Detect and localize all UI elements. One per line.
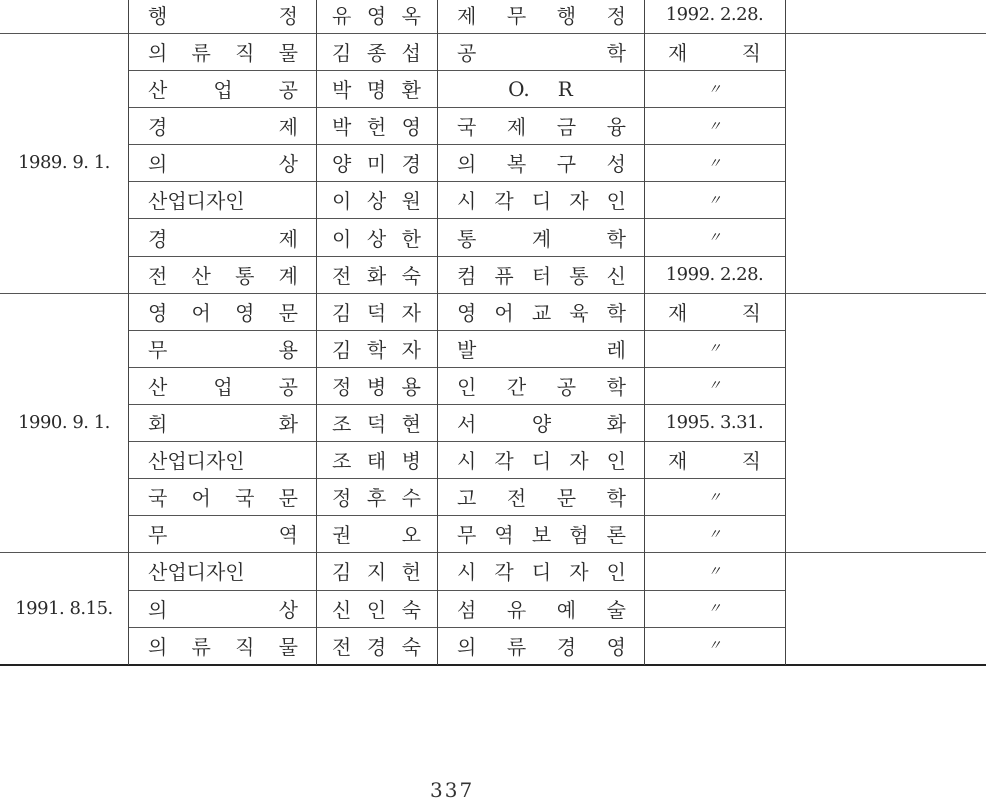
department-cell — [128, 441, 316, 478]
group-date: 1991. 8.15. — [15, 597, 113, 619]
status-cell: 1995. 3.31. — [665, 412, 764, 433]
name-char: 오 — [401, 523, 421, 548]
department-cell-char: 산업디자인 — [148, 189, 245, 214]
name-cell — [316, 552, 437, 589]
field-cell-char: 정 — [606, 4, 626, 28]
name-char: 원 — [401, 189, 421, 214]
name-char: 김 — [332, 300, 352, 325]
department-cell-char: 어 — [191, 486, 211, 511]
field-cell-char: 디 — [531, 560, 552, 585]
department-cell — [128, 144, 316, 181]
field-cell-char: 육 — [569, 300, 589, 325]
status-cell — [644, 33, 785, 70]
name-char: 정 — [332, 486, 352, 511]
field-cell — [437, 33, 644, 70]
department-cell — [128, 367, 316, 404]
field-cell — [437, 70, 644, 107]
field-cell — [437, 219, 644, 256]
name-char: 후 — [366, 486, 387, 511]
group-date: 1990. 9. 1. — [18, 412, 110, 434]
name-cell — [316, 330, 437, 367]
name-char: 전 — [332, 263, 352, 288]
field-cell-char: 국 — [457, 115, 477, 140]
department-cell — [128, 33, 316, 70]
status-cell: 〃 — [707, 489, 722, 506]
name-char: 수 — [401, 486, 421, 511]
status-cell: 〃 — [707, 118, 722, 135]
name-cell — [316, 181, 437, 218]
field-cell-char: 의 — [457, 152, 477, 177]
name-char: 자 — [401, 300, 421, 325]
field-cell-char: 서 — [457, 412, 477, 436]
name-cell — [316, 441, 437, 478]
group-divider — [0, 664, 986, 666]
field-cell-char: 융 — [606, 115, 626, 140]
field-cell — [437, 107, 644, 144]
department-cell — [128, 70, 316, 107]
name-char: 상 — [366, 189, 387, 214]
name-char: 미 — [366, 152, 387, 177]
department-cell-char: 전 — [148, 263, 168, 288]
field-cell-char: 통 — [569, 263, 589, 288]
field-cell-char: 학 — [606, 41, 626, 65]
department-cell-char: 제 — [278, 226, 298, 251]
field-cell — [437, 404, 644, 441]
department-cell-char: 국 — [148, 486, 168, 511]
name-cell — [316, 590, 437, 627]
field-cell — [437, 441, 644, 478]
name-cell — [316, 293, 437, 330]
department-cell — [128, 181, 316, 218]
department-cell-char: 산업디자인 — [148, 560, 245, 585]
department-cell-char: 제 — [278, 115, 298, 140]
status-cell — [644, 441, 785, 478]
field-cell-char: 시 — [457, 560, 477, 585]
name-char: 태 — [366, 449, 387, 474]
field-cell-char: 공 — [556, 374, 577, 399]
field-cell-char: 경 — [556, 634, 577, 659]
name-char: 영 — [366, 4, 387, 28]
field-cell-char: 고 — [457, 486, 477, 511]
name-char: 환 — [401, 78, 421, 103]
name-char: 신 — [332, 597, 352, 622]
name-char: 권 — [332, 523, 352, 548]
name-char: 김 — [332, 560, 352, 585]
department-cell-char: 통 — [235, 263, 255, 288]
status-cell: 〃 — [707, 638, 722, 655]
name-char: 숙 — [401, 634, 421, 659]
department-cell — [128, 590, 316, 627]
name-char: 이 — [332, 189, 352, 214]
field-cell-char: 각 — [494, 560, 514, 585]
field-cell-char: 디 — [531, 449, 552, 474]
name-cell — [316, 144, 437, 181]
field-cell-char: 통 — [457, 226, 477, 251]
department-cell-char: 직 — [235, 634, 255, 659]
department-cell-char: 상 — [278, 597, 298, 622]
department-cell-char: 의 — [148, 634, 168, 659]
name-char: 김 — [332, 337, 352, 362]
status-cell: 〃 — [707, 601, 722, 617]
department-cell-char: 무 — [148, 523, 168, 548]
name-char: 이 — [332, 226, 352, 251]
department-cell-char: 물 — [278, 634, 298, 659]
name-char: 전 — [332, 634, 352, 659]
department-cell — [128, 552, 316, 589]
department-cell-char: 화 — [278, 412, 298, 436]
field-cell — [437, 293, 644, 330]
field-cell-char: 자 — [569, 449, 589, 474]
department-cell-char: 무 — [148, 337, 168, 362]
name-char: 헌 — [401, 560, 421, 585]
name-cell — [316, 219, 437, 256]
field-cell-char: 보 — [531, 523, 552, 548]
name-cell — [316, 70, 437, 107]
department-cell — [128, 0, 316, 33]
field-cell-char: 섬 — [457, 597, 477, 622]
field-cell-char: 인 — [606, 189, 626, 214]
field-cell-char: 제 — [506, 115, 527, 140]
department-cell — [128, 219, 316, 256]
name-char: 지 — [366, 560, 387, 585]
department-cell-char: 역 — [278, 523, 298, 548]
field-cell-char: 예 — [556, 597, 577, 622]
name-char: 자 — [401, 337, 421, 362]
department-cell-char: 의 — [148, 41, 168, 65]
page-number: 337 — [430, 778, 475, 802]
field-cell — [437, 627, 644, 664]
field-cell-char: 제 — [457, 4, 477, 28]
status-cell: 〃 — [707, 192, 722, 209]
status-char: 재 — [668, 300, 688, 325]
department-cell — [128, 478, 316, 515]
field-cell-char: 전 — [506, 486, 527, 511]
department-cell-char: 공 — [278, 374, 298, 399]
field-cell-char: 문 — [556, 486, 577, 511]
field-cell-char: 퓨 — [494, 263, 514, 288]
department-cell-char: 정 — [278, 4, 298, 28]
field-cell-char: 행 — [556, 4, 577, 28]
field-cell — [437, 181, 644, 218]
status-cell: 〃 — [707, 378, 722, 395]
field-cell-char: 어 — [494, 300, 514, 325]
department-cell-char: 직 — [235, 41, 255, 65]
name-char: 덕 — [366, 412, 387, 436]
status-char: 직 — [741, 300, 761, 325]
field-cell-char: 학 — [606, 226, 626, 251]
department-cell — [128, 256, 316, 293]
name-cell — [316, 404, 437, 441]
department-cell-char: 영 — [148, 300, 168, 325]
field-cell-char: 시 — [457, 449, 477, 474]
name-char: 현 — [401, 412, 421, 436]
department-cell-char: 산 — [191, 263, 211, 288]
field-cell-char: 각 — [494, 449, 514, 474]
name-char: 인 — [366, 597, 387, 622]
group-date: 1989. 9. 1. — [18, 152, 110, 174]
department-cell-char: 국 — [235, 486, 255, 511]
department-cell-char: 의 — [148, 597, 168, 622]
department-cell-char: 업 — [213, 374, 233, 399]
status-cell: 〃 — [707, 230, 722, 246]
field-cell-char: 구 — [556, 152, 577, 177]
name-char: 조 — [332, 412, 352, 436]
name-char: 영 — [401, 115, 421, 140]
department-cell-char: 공 — [278, 78, 298, 103]
field-cell-char: 교 — [531, 300, 552, 325]
status-char: 직 — [741, 449, 761, 474]
field-cell-char: 간 — [506, 374, 527, 399]
department-cell-char: 행 — [148, 4, 168, 28]
field-cell-char: 인 — [606, 449, 626, 474]
field-cell-char: 학 — [606, 300, 626, 325]
field-cell-char: 신 — [606, 263, 626, 288]
name-char: 조 — [332, 449, 352, 474]
department-cell-char: 문 — [278, 486, 298, 511]
name-char: 옥 — [401, 4, 421, 28]
column-divider — [316, 0, 317, 665]
field-cell-char: 류 — [506, 634, 527, 659]
department-cell — [128, 293, 316, 330]
field-cell-char: 무 — [457, 523, 477, 548]
field-cell-char: 자 — [569, 560, 589, 585]
name-char: 경 — [401, 152, 421, 177]
department-cell-char: 류 — [191, 41, 211, 65]
name-char: 경 — [366, 634, 387, 659]
name-char: 숙 — [401, 263, 421, 288]
field-cell-char: R — [557, 76, 573, 101]
department-cell — [128, 404, 316, 441]
field-cell-char: 인 — [457, 374, 477, 399]
name-char: 김 — [332, 41, 352, 65]
name-char: 화 — [366, 263, 387, 288]
status-cell — [644, 293, 785, 330]
status-cell: 〃 — [707, 81, 722, 98]
status-cell: 1999. 2.28. — [665, 263, 764, 285]
field-cell-char: 계 — [531, 226, 552, 251]
status-cell: 〃 — [707, 155, 722, 172]
field-cell-char: 디 — [531, 189, 552, 214]
name-char: 학 — [366, 337, 387, 362]
status-char: 직 — [741, 41, 761, 65]
status-cell: 〃 — [707, 341, 722, 358]
department-cell — [128, 515, 316, 552]
field-cell-char: 인 — [606, 560, 626, 585]
column-divider — [437, 0, 438, 665]
department-cell-char: 어 — [191, 300, 211, 325]
department-cell-char: 회 — [148, 412, 168, 436]
field-cell-char: 론 — [606, 523, 626, 548]
field-cell-char: 컴 — [457, 263, 477, 288]
name-char: 유 — [332, 4, 352, 28]
name-char: 병 — [366, 374, 387, 399]
status-cell: 〃 — [707, 526, 722, 543]
field-cell-char: 레 — [606, 337, 626, 362]
name-cell — [316, 627, 437, 664]
name-char: 정 — [332, 374, 352, 399]
field-cell-char: 학 — [606, 486, 626, 511]
department-cell-char: 문 — [278, 300, 298, 325]
department-cell-char: 산업디자인 — [148, 449, 245, 474]
column-divider — [644, 0, 645, 665]
field-cell-char: 자 — [569, 189, 589, 214]
name-char: 용 — [401, 374, 421, 399]
field-cell-char: 의 — [457, 634, 477, 659]
department-cell-char: 산 — [148, 374, 168, 399]
field-cell — [437, 144, 644, 181]
field-cell-char: 영 — [457, 300, 477, 325]
column-divider — [128, 0, 129, 665]
field-cell-char: 영 — [606, 634, 626, 659]
department-cell-char: 계 — [278, 263, 298, 288]
field-cell-char: 험 — [569, 523, 589, 548]
name-cell — [316, 515, 437, 552]
field-cell-char: 금 — [556, 115, 577, 140]
field-cell-char: 시 — [457, 189, 477, 214]
name-char: 헌 — [366, 115, 387, 140]
department-cell-char: 용 — [278, 337, 298, 362]
department-cell — [128, 330, 316, 367]
name-char: 상 — [366, 226, 387, 251]
name-cell — [316, 256, 437, 293]
field-cell — [437, 590, 644, 627]
name-char: 명 — [366, 78, 387, 103]
status-char: 재 — [668, 449, 688, 474]
field-cell-char: 학 — [606, 374, 626, 399]
field-cell-char: 터 — [531, 263, 552, 288]
field-cell-char: 성 — [606, 152, 626, 177]
department-cell-char: 영 — [235, 300, 255, 325]
column-divider — [785, 0, 786, 665]
name-char: 숙 — [401, 597, 421, 622]
department-cell — [128, 627, 316, 664]
field-cell-char: O. — [508, 76, 530, 101]
department-cell-char: 경 — [148, 226, 168, 251]
field-cell-char: 화 — [606, 412, 626, 436]
name-char: 박 — [332, 78, 352, 103]
status-cell: 〃 — [707, 563, 722, 580]
field-cell — [437, 0, 644, 33]
department-cell-char: 업 — [213, 78, 233, 103]
name-cell — [316, 107, 437, 144]
field-cell-char: 양 — [531, 412, 552, 436]
field-cell — [437, 515, 644, 552]
department-cell-char: 경 — [148, 115, 168, 140]
field-cell-char: 각 — [494, 189, 514, 214]
department-cell — [128, 107, 316, 144]
name-char: 병 — [401, 449, 421, 474]
name-char: 섭 — [401, 41, 421, 65]
department-cell-char: 류 — [191, 634, 211, 659]
department-cell-char: 물 — [278, 41, 298, 65]
name-cell — [316, 367, 437, 404]
field-cell — [437, 552, 644, 589]
status-char: 재 — [668, 41, 688, 65]
name-char: 덕 — [366, 300, 387, 325]
name-char: 한 — [401, 226, 421, 251]
name-cell — [316, 0, 437, 33]
department-cell-char: 의 — [148, 152, 168, 177]
field-cell-char: 역 — [494, 523, 514, 548]
field-cell-char: 무 — [506, 4, 527, 28]
field-cell-char: 술 — [606, 597, 626, 622]
field-cell — [437, 367, 644, 404]
name-cell — [316, 478, 437, 515]
field-cell-char: 유 — [506, 597, 527, 622]
field-cell-char: 공 — [457, 41, 477, 65]
field-cell — [437, 330, 644, 367]
name-cell — [316, 33, 437, 70]
department-cell-char: 산 — [148, 78, 168, 103]
name-char: 양 — [332, 152, 352, 177]
name-char: 종 — [366, 41, 387, 65]
field-cell-char: 복 — [506, 152, 527, 177]
department-cell-char: 상 — [278, 152, 298, 177]
field-cell — [437, 478, 644, 515]
field-cell — [437, 256, 644, 293]
status-cell: 1992. 2.28. — [665, 4, 764, 25]
name-char: 박 — [332, 115, 352, 140]
field-cell-char: 발 — [457, 337, 477, 362]
